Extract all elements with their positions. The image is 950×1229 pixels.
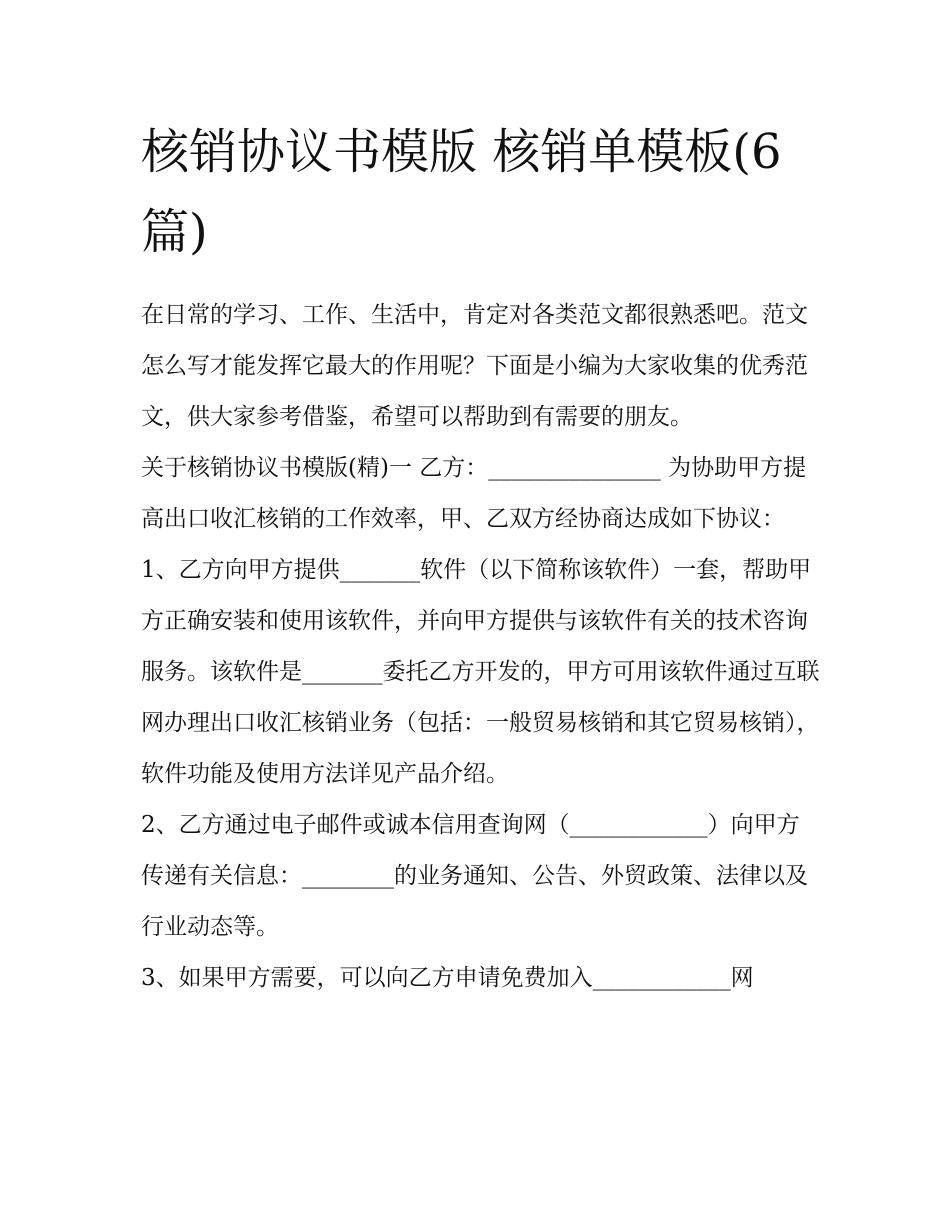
paragraph-clause-2: 2、乙方通过电子邮件或诚本信用查询网（____________）向甲方传递有关信息：________的业务通知、公告、外贸政策、法律以及行业动态等。: [141, 812, 808, 940]
paragraph-clause-3: 3、如果甲方需要，可以向乙方申请免费加入____________网: [141, 965, 754, 991]
document-body: [141, 112, 821, 1004]
paragraph-agreement-intro: 关于核销协议书模版(精)一 乙方：_______________ 为协助甲方提高出口收汇核销的工作效率，甲、乙双方经协商达成如下协议：: [141, 455, 807, 532]
paragraph-clause-1: 1、乙方向甲方提供_______软件（以下简称该软件）一套，帮助甲方正确安装和使用该软件，并向甲方提供与该软件有关的技术咨询服务。该软件是_______委托乙方开发的，甲方可用该软件通过互联网办理出口收汇核销业务（包括：一般贸易核销和其它贸易核销），软件功能及使用方法详见产品介绍。: [141, 557, 820, 787]
paragraph-intro: 在日常的学习、工作、生活中，肯定对各类范文都很熟悉吧。范文怎么写才能发挥它最大的作用呢？下面是小编为大家收集的优秀范文，供大家参考借鉴，希望可以帮助到有需要的朋友。: [141, 302, 808, 430]
document-title: 核销协议书模版 核销单模板(6篇): [141, 124, 782, 260]
